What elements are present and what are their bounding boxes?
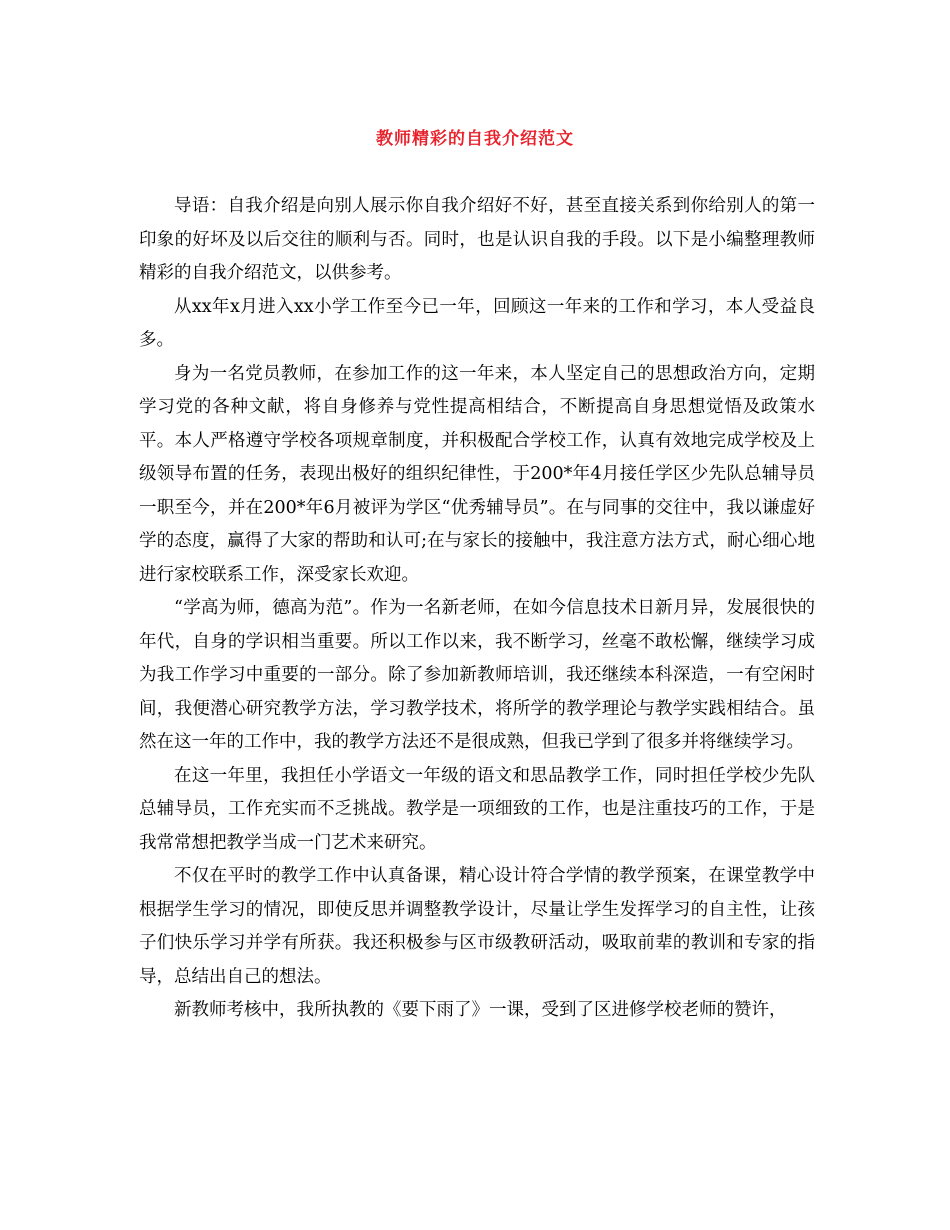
document-title: 教师精彩的自我介绍范文 — [376, 129, 574, 149]
document-body — [139, 190, 815, 1028]
paragraph-teaching-duties: 在这一年里，我担任小学语文一年级的语文和思品教学工作，同时担任学校少先队总辅导员，工作充实而不乏挑战。教学是一项细致的工作，也是注重技巧的工作，于是我常常想把教学当成一门艺术来研究。 — [139, 765, 815, 853]
paragraph-learning: “学高为师，德高为范”。作为一名新老师，在如今信息技术日新月异，发展很快的年代，自身的学识相当重要。所以工作以来，我不断学习，丝毫不敢松懈，继续学习成为我工作学习中重要的一部分。除了参加新教师培训，我还继续本科深造，一有空闲时间，我便潜心研究教学方法，学习教学技术，将所学的教学理论与教学实践相结合。虽然在这一年的工作中，我的教学方法还不是很成熟，但我已学到了很多并将继续学习。 — [139, 598, 815, 752]
paragraph-lesson-prep: 不仅在平时的教学工作中认真备课，精心设计符合学情的教学预案，在课堂教学中根据学生学习的情况，即使反思并调整教学设计，尽量让学生发挥学习的自主性，让孩子们快乐学习并学有所获。我还积极参与区市级教研活动，吸取前辈的教训和专家的指导，总结出自己的想法。 — [139, 866, 815, 987]
paragraph-intro: 导语：自我介绍是向别人展示你自我介绍好不好，甚至直接关系到你给别人的第一印象的好坏及以后交往的顺利与否。同时，也是认识自我的手段。以下是小编整理教师精彩的自我介绍范文，以供参考。 — [139, 196, 815, 283]
paragraph-party-member: 身为一名党员教师，在参加工作的这一年来，本人坚定自己的思想政治方向，定期学习党的各种文献，将自身修养与党性提高相结合，不断提高自身思想觉悟及政策水平。本人严格遵守学校各项规章制度，并积极配合学校工作，认真有效地完成学校及上级领导布置的任务，表现出极好的组织纪律性，于200*年4月接任学区少先队总辅导员一职至今，并在200*年6月被评为学区“优秀辅导员”。在与同事的交往中，我以谦虚好学的态度，赢得了大家的帮助和认可;在与家长的接触中，我注意方法方式，耐心细心地进行家校联系工作，深受家长欢迎。 — [139, 363, 815, 585]
paragraph-assessment: 新教师考核中，我所执教的《要下雨了》一课，受到了区进修学校老师的赞许， — [174, 1000, 787, 1020]
paragraph-start-work: 从xx年x月进入xx小学工作至今已一年，回顾这一年来的工作和学习，本人受益良多。 — [139, 296, 815, 350]
